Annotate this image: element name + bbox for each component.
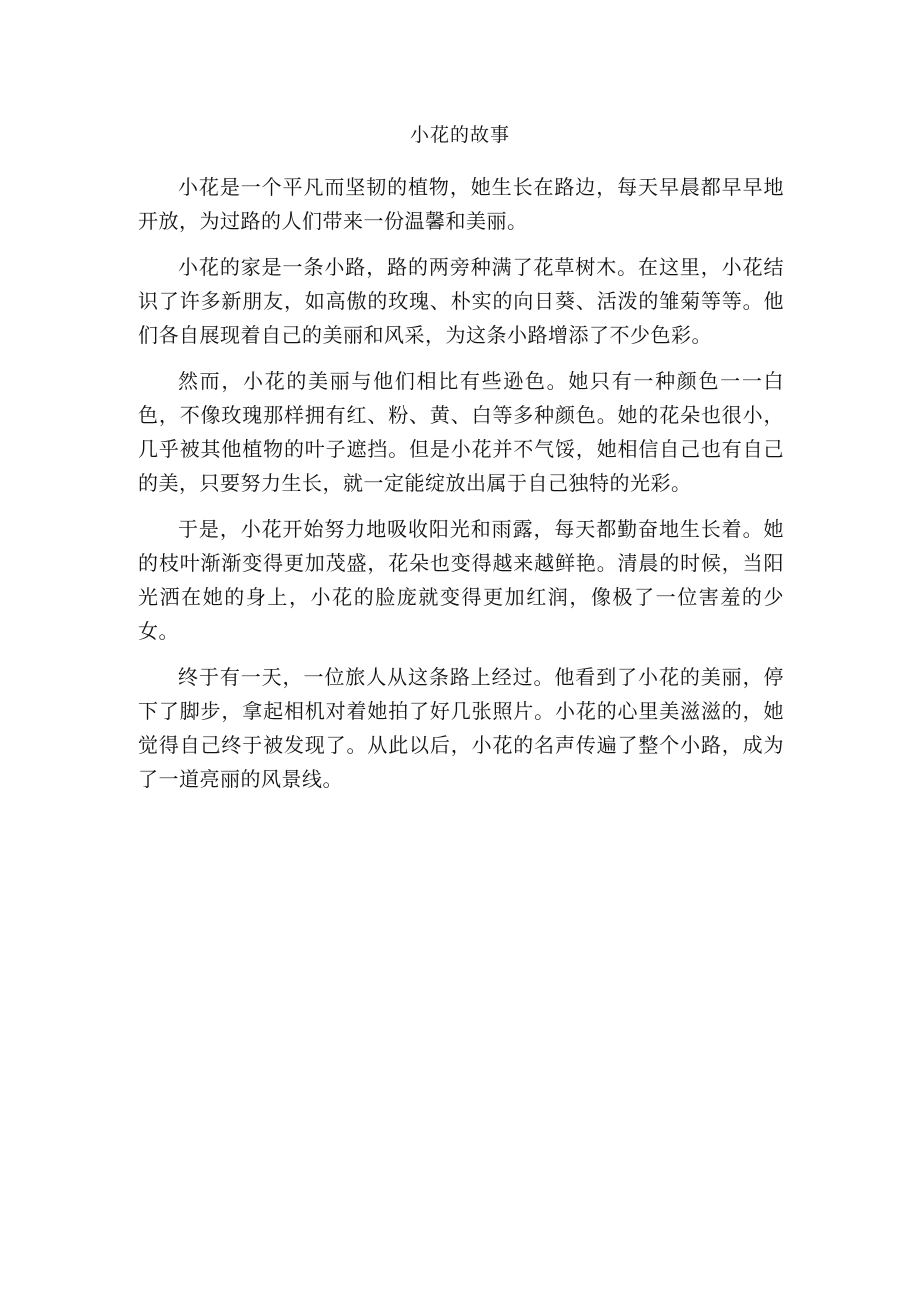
paragraph-2: 小花的家是一条小路，路的两旁种满了花草树木。在这里，小花结识了许多新朋友，如高傲的玫瑰、朴实的向日葵、活泼的雏菊等等。他们各自展现着自己的美丽和风采，为这条小路增添了不少色彩。 [138,255,784,347]
paragraph-1: 小花是一个平凡而坚韧的植物，她生长在路边，每天早晨都早早地开放，为过路的人们带来一份温馨和美丽。 [138,175,784,233]
paragraph-5: 终于有一天，一位旅人从这条路上经过。他看到了小花的美丽，停下了脚步，拿起相机对着她拍了好几张照片。小花的心里美滋滋的，她觉得自己终于被发现了。从此以后，小花的名声传遍了整个小路，成为了一道亮丽的风景线。 [138,665,784,791]
document-body [138,170,784,808]
document-title: 小花的故事 [409,124,510,146]
paragraph-3: 然而，小花的美丽与他们相比有些逊色。她只有一种颜色一一白色，不像玫瑰那样拥有红、粉、黄、白等多种颜色。她的花朵也很小，几乎被其他植物的叶子遮挡。但是小花并不气馁，她相信自己也有自己的美，只要努力生长，就一定能绽放出属于自己独特的光彩。 [138,369,784,495]
paragraph-4: 于是，小花开始努力地吸收阳光和雨露，每天都勤奋地生长着。她的枝叶渐渐变得更加茂盛，花朵也变得越来越鲜艳。清晨的时候，当阳光洒在她的身上，小花的脸庞就变得更加红润，像极了一位害羞的少女。 [138,517,784,643]
